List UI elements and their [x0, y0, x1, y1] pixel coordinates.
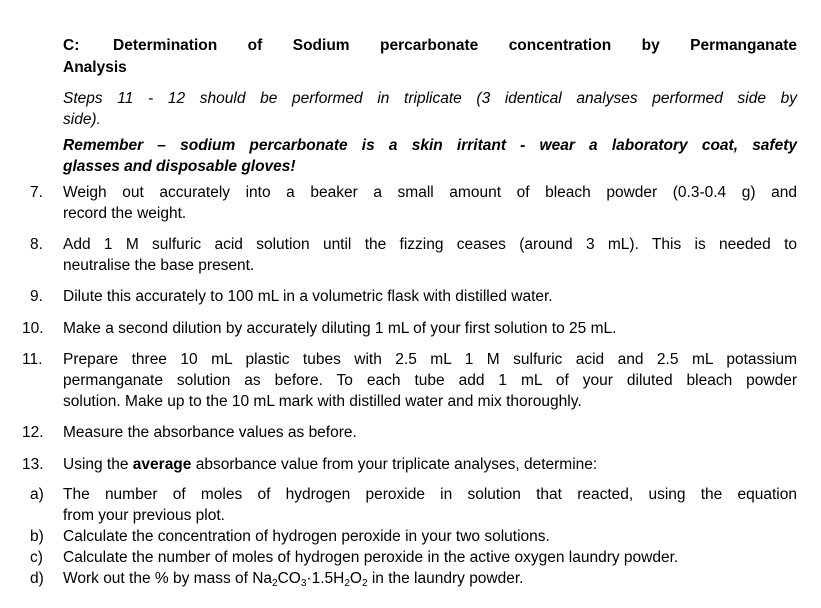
subitem-c-text: Calculate the number of moles of hydrogen peroxide in the active oxygen laundry powder.	[63, 549, 679, 566]
subitem-b-text: Calculate the concentration of hydrogen peroxide in your two solutions.	[63, 528, 550, 545]
subscript: 2	[344, 578, 350, 589]
step-9-text: Dilute this accurately to 100 mL in a volumetric flask with distilled water.	[63, 288, 553, 305]
step-number: 9.	[30, 288, 43, 305]
section-letter: C:	[63, 37, 80, 54]
safety-warning: Remember – sodium percarbonate is a skin irritant - wear a laboratory coat, safety	[63, 137, 797, 154]
step-11-text: Prepare three 10 mL plastic tubes with 2.5 mL 1 M sulfuric acid and 2.5 mL potassium	[63, 351, 797, 368]
step-8-text: Add 1 M sulfuric acid solution until the fizzing ceases (around 3 mL). This is needed to	[63, 236, 797, 253]
step-number: 7.	[30, 184, 43, 201]
subitem-a-text-continued: from your previous plot.	[63, 507, 225, 524]
formula-part: ·1.5H	[306, 570, 345, 587]
formula-suffix: in the laundry powder.	[367, 570, 524, 587]
formula-prefix: Work out the % by mass of Na	[63, 570, 273, 587]
formula-part: O	[349, 570, 362, 587]
triplicate-note-continued: side).	[63, 111, 101, 128]
step-8-text-continued: neutralise the base present.	[63, 257, 255, 274]
step-11-text-continued: permanganate solution as before. To each tube add 1 mL of your diluted bleach powder	[63, 372, 797, 389]
safety-warning-continued: glasses and disposable gloves!	[63, 158, 296, 175]
subitem-label: a)	[30, 486, 44, 503]
subscript: 2	[272, 578, 278, 589]
subitem-d-text	[63, 569, 523, 589]
step-7-text: Weigh out accurately into a beaker a small amount of bleach powder (0.3-0.4 g) and	[63, 184, 797, 201]
step-number: 11.	[22, 351, 43, 368]
step-11-text-end: solution. Make up to the 10 mL mark with distilled water and mix thoroughly.	[63, 393, 582, 410]
triplicate-note: Steps 11 - 12 should be performed in triplicate (3 identical analyses performed side by	[63, 90, 797, 107]
step-13-text-end: absorbance value from your triplicate analyses, determine:	[191, 456, 598, 473]
formula-part: CO	[277, 570, 301, 587]
subscript: 3	[300, 578, 307, 589]
subitem-a-text: The number of moles of hydrogen peroxide in solution that reacted, using the equation	[63, 486, 797, 503]
subitem-label: b)	[30, 528, 44, 545]
step-12-text: Measure the absorbance values as before.	[63, 424, 357, 441]
section-title-continued: Analysis	[63, 59, 127, 76]
step-number: 8.	[30, 236, 43, 253]
step-number: 10.	[22, 320, 44, 337]
step-13-text	[63, 455, 597, 475]
subitem-label: d)	[30, 570, 44, 587]
section-title: Determination of Sodium percarbonate concentration by Permanganate	[113, 37, 797, 54]
step-7-text-continued: record the weight.	[63, 205, 187, 222]
step-number: 13.	[22, 456, 44, 473]
emphasis-average: average	[132, 456, 192, 473]
subitem-label: c)	[30, 549, 43, 566]
subscript: 2	[361, 578, 368, 589]
step-number: 12.	[22, 424, 44, 441]
step-13-text-start: Using the	[63, 456, 133, 473]
step-10-text: Make a second dilution by accurately diluting 1 mL of your first solution to 25 mL.	[63, 320, 617, 337]
